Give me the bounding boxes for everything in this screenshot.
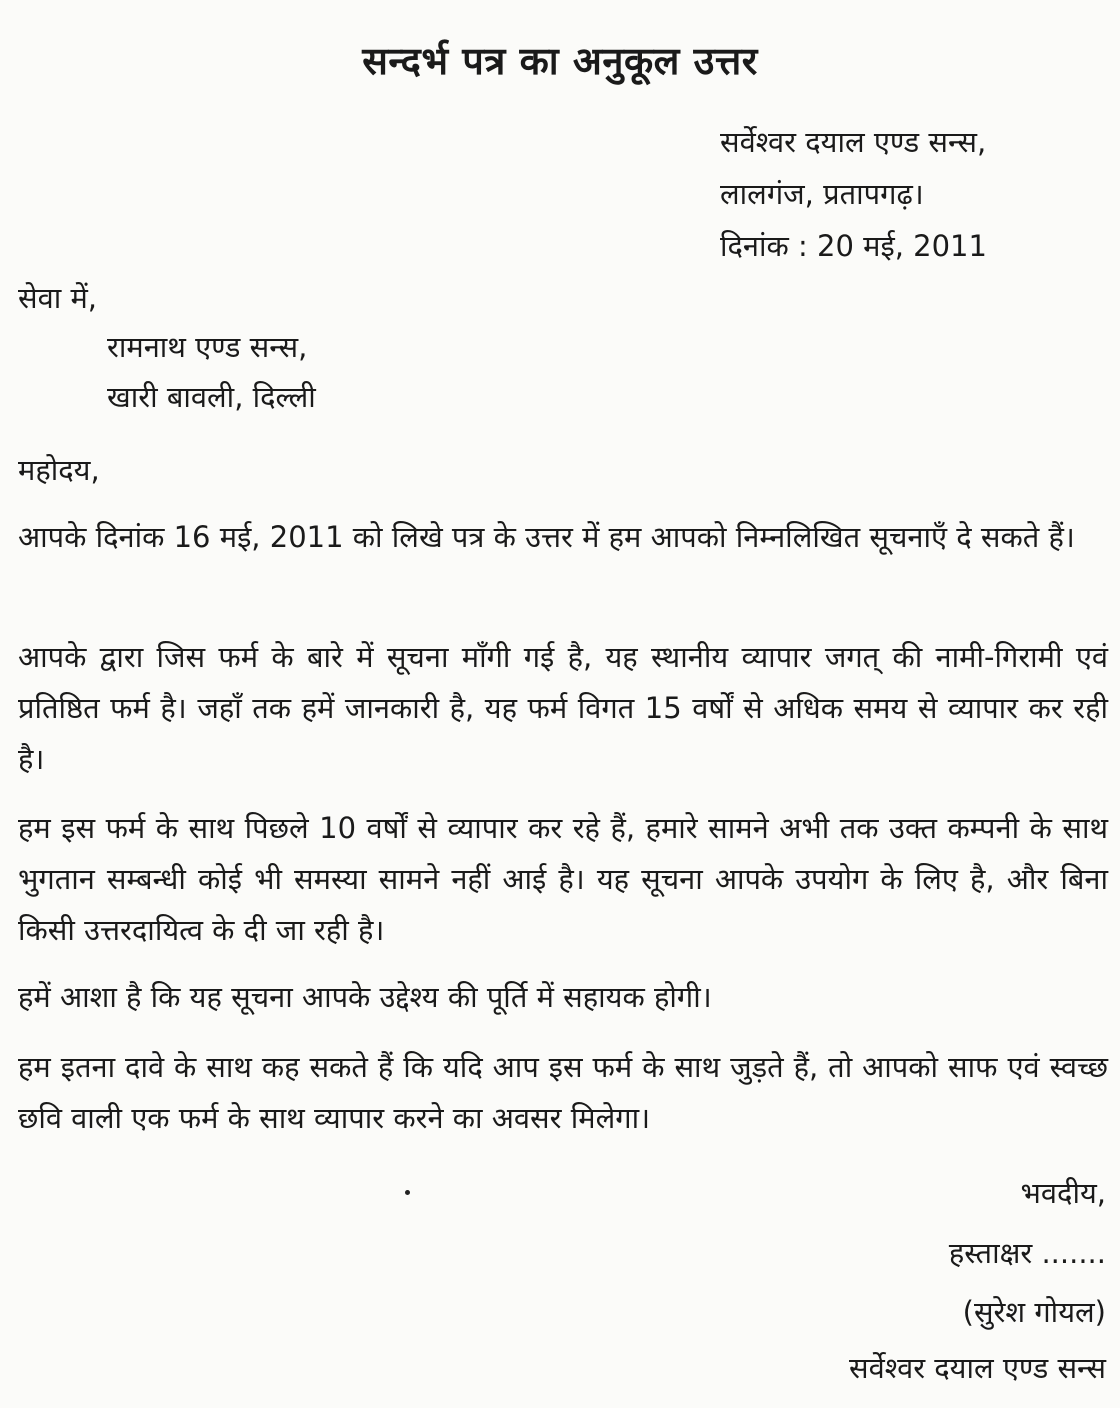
sender-name: सर्वेश्वर दयाल एण्ड सन्स, [720,125,987,159]
letter-title: सन्दर्भ पत्र का अनुकूल उत्तर [362,39,758,83]
paragraph-1: आपके दिनांक 16 मई, 2011 को लिखे पत्र के उत्तर में हम आपको निम्नलिखित सूचनाएँ दे सकते हैं। [18,520,1075,554]
closing-regards: भवदीय, [1020,1176,1106,1210]
sender-address [720,116,987,272]
paragraph-4: हमें आशा है कि यह सूचना आपके उद्देश्य की पूर्ति में सहायक होगी। [18,980,712,1014]
paragraph-5: हम इतना दावे के साथ कह सकते हैं कि यदि आप इस फर्म के साथ जुड़ते हैं, तो आपको साफ एवं स्वच्छ छवि वाली एक फर्म के साथ व्यापार करने का अवसर मिलेगा। [18,1050,1108,1135]
paragraph-3: हम इस फर्म के साथ पिछले 10 वर्षों से व्यापार कर रहे हैं, हमारे सामने अभी तक उक्त कम्पनी के साथ भुगतान सम्बन्धी कोई भी समस्या सामने नहीं आई है। यह सूचना आपके उपयोग के लिए है, और बिना किसी उत्तरदायित्व के दी जा रही है। [18,811,1108,947]
signatory-firm: सर्वेश्वर दयाल एण्ड सन्स [849,1351,1106,1385]
recipient-name: रामनाथ एण्ड सन्स, [107,330,308,364]
to-label: सेवा में, [18,281,98,315]
signatory-name: (सुरेश गोयल) [962,1295,1106,1329]
greeting: महोदय, [18,453,100,487]
signature-line: हस्ताक्षर ....... [948,1236,1106,1270]
paragraph-2: आपके द्वारा जिस फर्म के बारे में सूचना माँगी गई है, यह स्थानीय व्यापार जगत् की नामी-गिरामी एवं प्रतिष्ठित फर्म है। जहाँ तक हमें जानकारी है, यह फर्म विगत 15 वर्षों से अधिक समय से व्यापार कर रही है। [18,640,1108,776]
stray-dot-mark [405,1190,410,1195]
recipient-location: खारी बावली, दिल्ली [107,380,316,414]
sender-location: लालगंज, प्रतापगढ़। [720,177,924,211]
letter-date: दिनांक : 20 मई, 2011 [720,229,987,263]
recipient-address [107,322,316,422]
